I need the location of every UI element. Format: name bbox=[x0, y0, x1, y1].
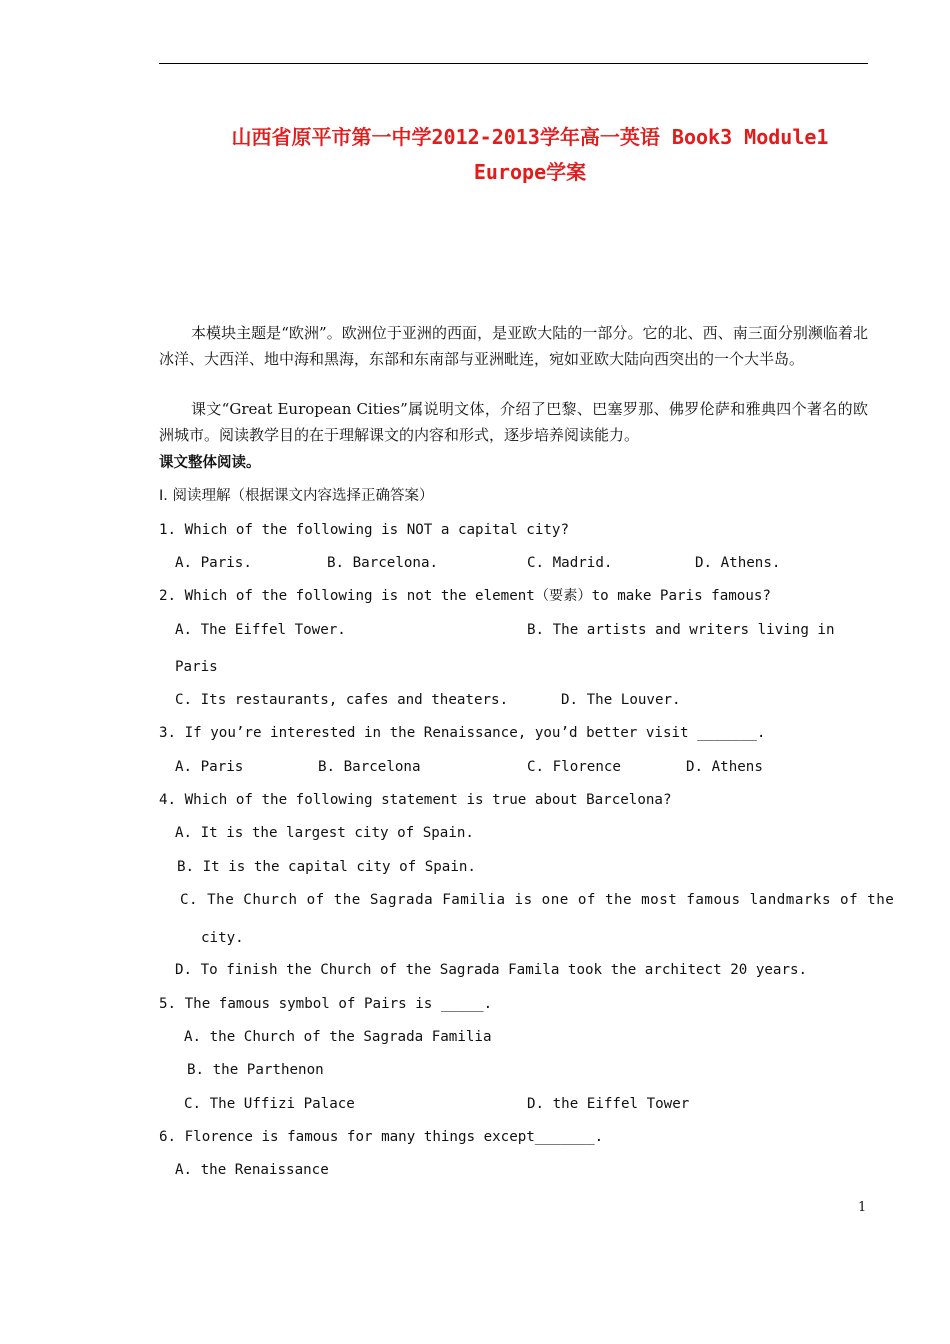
question-5-option-d: D. the Eiffel Tower bbox=[527, 1096, 690, 1112]
question-3-option-a: A. Paris bbox=[175, 759, 244, 775]
question-4-option-a: A. It is the largest city of Spain. bbox=[175, 825, 474, 841]
question-4-option-b: B. It is the capital city of Spain. bbox=[177, 859, 476, 875]
document-title-line-2: Europe学案 bbox=[473, 160, 587, 184]
intro-paragraph-2: 课文“Great European Cities”属说明文体，介绍了巴黎、巴塞罗那、佛罗伦萨和雅典四个著名的欧洲城市。阅读教学目的在于理解课文的内容和形式，逐步培养阅读能力。 bbox=[159, 400, 868, 444]
question-1-option-a: A. Paris. bbox=[175, 555, 252, 571]
question-5-option-a: A. the Church of the Sagrada Familia bbox=[184, 1029, 492, 1045]
question-1-option-b: B. Barcelona. bbox=[327, 555, 439, 571]
question-4-option-d: D. To finish the Church of the Sagrada Famila took the architect 20 years. bbox=[175, 962, 808, 978]
question-1-stem: 1. Which of the following is NOT a capital city? bbox=[159, 522, 569, 538]
header-rule bbox=[159, 63, 868, 64]
page-number: 1 bbox=[858, 1200, 867, 1215]
question-2-option-b-continued: Paris bbox=[175, 659, 218, 675]
question-4-option-c-continued: city. bbox=[201, 930, 244, 946]
question-3-option-c: C. Florence bbox=[527, 759, 621, 775]
question-3-stem: 3. If you’re interested in the Renaissance, you’d better visit _______. bbox=[159, 725, 766, 741]
question-3-option-d: D. Athens bbox=[686, 759, 763, 775]
question-6-option-a: A. the Renaissance bbox=[175, 1162, 329, 1178]
question-5-stem: 5. The famous symbol of Pairs is _____. bbox=[159, 996, 493, 1012]
question-2-stem: 2. Which of the following is not the element（要素）to make Paris famous? bbox=[159, 588, 771, 604]
section-heading: 课文整体阅读。 bbox=[159, 455, 261, 471]
part-heading: I. 阅读理解（根据课文内容选择正确答案） bbox=[159, 488, 434, 504]
question-5-option-c: C. The Uffizi Palace bbox=[184, 1096, 355, 1112]
question-2-option-d: D. The Louver. bbox=[561, 692, 681, 708]
question-6-stem: 6. Florence is famous for many things except_______. bbox=[159, 1129, 604, 1145]
question-5-option-b: B. the Parthenon bbox=[187, 1062, 324, 1078]
question-1-option-d: D. Athens. bbox=[695, 555, 781, 571]
question-2-option-c: C. Its restaurants, cafes and theaters. bbox=[175, 692, 509, 708]
question-3-option-b: B. Barcelona bbox=[318, 759, 421, 775]
question-2-option-a: A. The Eiffel Tower. bbox=[175, 622, 346, 638]
question-4-stem: 4. Which of the following statement is true about Barcelona? bbox=[159, 792, 672, 808]
question-4-option-c: C. The Church of the Sagrada Familia is one of the most famous landmarks of the bbox=[180, 892, 895, 908]
intro-paragraph-1: 本模块主题是“欧洲”。欧洲位于亚洲的西面，是亚欧大陆的一部分。它的北、西、南三面分别濒临着北冰洋、大西洋、地中海和黑海，东部和东南部与亚洲毗连，宛如亚欧大陆向西突出的一个大半岛。 bbox=[159, 324, 868, 368]
document-title-line-1: 山西省原平市第一中学2012-2013学年高一英语 Book3 Module1 bbox=[231, 125, 829, 149]
question-2-option-b: B. The artists and writers living in bbox=[527, 622, 835, 638]
question-1-option-c: C. Madrid. bbox=[527, 555, 613, 571]
